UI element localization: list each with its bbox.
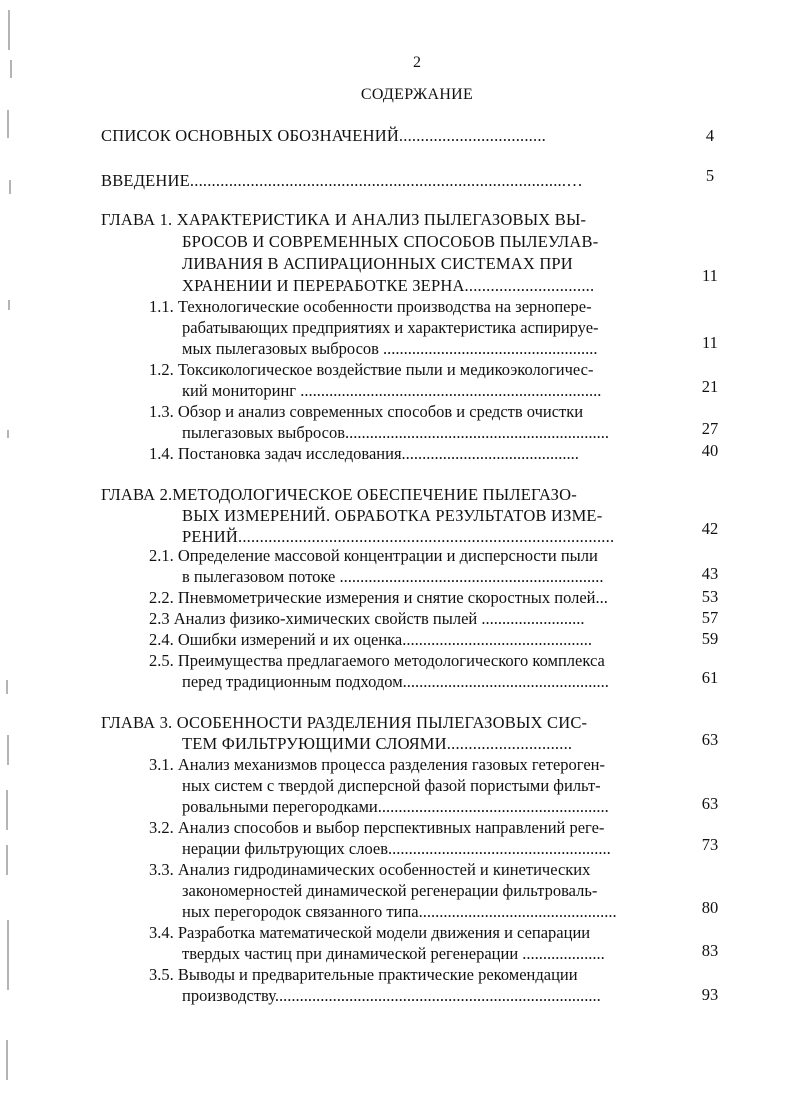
toc-page-number: 40 [701,441,719,460]
toc-entry-line: 2.3 Анализ физико-химических свойств пылей ......................... [149,609,585,628]
toc-page-number: 21 [701,377,719,396]
toc-entry-line: перед традиционным подходом.................................................. [182,672,609,691]
toc-entry-line: ГЛАВА 1. ХАРАКТЕРИСТИКА И АНАЛИЗ ПЫЛЕГАЗОВЫХ ВЫ- [101,210,587,229]
toc-entry-line: нерации фильтрующих слоев...................................................... [182,839,611,858]
toc-entry-line: 1.4. Постановка задач исследования........................................... [149,444,579,463]
toc-entry-line: 3.5. Выводы и предварительные практические рекомендации [149,965,578,984]
toc-page-number: 83 [701,941,719,960]
toc-entry-line: производству............................................................................... [182,986,601,1005]
toc-page-number: 42 [701,519,719,538]
toc-page-number: 53 [701,587,719,606]
toc-entry-line: ВВЕДЕНИЕ.......................................................................................… [101,171,583,190]
toc-entry-line: ВЫХ ИЗМЕРЕНИЙ. ОБРАБОТКА РЕЗУЛЬТАТОВ ИЗМЕ- [182,506,603,525]
toc-entry-line: 1.1. Технологические особенности производства на зернопере- [149,297,592,316]
toc-page-number: 11 [702,333,718,352]
toc-entry-line: 3.4. Разработка математической модели движения и сепарации [149,923,591,942]
toc-entry-line: 2.1. Определение массовой концентрации и дисперсности пыли [149,546,598,565]
toc-entry-line: 2.4. Ошибки измерений и их оценка.............................................. [149,630,592,649]
toc-page-number: 80 [701,898,719,917]
page-number: 2 [413,54,421,71]
toc-page-number: 93 [701,985,719,1004]
toc-page-number: 73 [701,835,719,854]
toc-entry-line: 1.3. Обзор и анализ современных способов и средств очистки [149,402,584,421]
toc-page-number: 5 [705,166,715,185]
toc-page-number: 11 [702,266,718,285]
toc-entry-line: 2.5. Преимущества предлагаемого методологического комплекса [149,651,605,670]
toc-entry-line: ных перегородок связанного типа................................................ [182,902,617,921]
toc-entry-line: 1.2. Токсикологическое воздействие пыли и медикоэкологичес- [149,360,594,379]
toc-page-number: 61 [701,668,719,687]
toc-entry-line: ных систем с твердой дисперсной фазой пористыми фильт- [182,776,601,795]
toc-entry-line: ЛИВАНИЯ В АСПИРАЦИОННЫХ СИСТЕМАХ ПРИ [182,254,573,273]
toc-entry-line: 3.3. Анализ гидродинамических особенностей и кинетических [149,860,591,879]
toc-entry-line: ГЛАВА 3. ОСОБЕННОСТИ РАЗДЕЛЕНИЯ ПЫЛЕГАЗОВЫХ СИС- [101,713,588,732]
toc-entry-line: кий мониторинг ......................................................................... [182,381,602,400]
toc-page-number: 4 [705,126,715,145]
toc-page-number: 59 [701,629,719,648]
toc-entry-line: пылегазовых выбросов................................................................ [182,423,610,442]
toc-entry-line: СПИСОК ОСНОВНЫХ ОБОЗНАЧЕНИЙ.................................. [101,126,546,145]
toc-entry-line: ГЛАВА 2.МЕТОДОЛОГИЧЕСКОЕ ОБЕСПЕЧЕНИЕ ПЫЛЕГАЗО- [101,485,577,504]
toc-page-number: 27 [701,419,719,438]
toc-entry-line: 3.1. Анализ механизмов процесса разделения газовых гетероген- [149,755,606,774]
toc-entry-line: 2.2. Пневмометрические измерения и снятие скоростных полей... [149,588,608,607]
toc-page-number: 63 [701,794,719,813]
toc-page-number: 57 [701,608,719,627]
toc-entry-line: закономерностей динамической регенерации фильтроваль- [182,881,598,900]
toc-entry-line: БРОСОВ И СОВРЕМЕННЫХ СПОСОБОВ ПЫЛЕУЛАВ- [182,232,599,251]
toc-entry-line: мых пылегазовых выбросов .................................................... [182,339,598,358]
toc-entry-line: ТЕМ ФИЛЬТРУЮЩИМИ СЛОЯМИ............................. [182,734,573,753]
toc-entry-line: РЕНИЙ....................................................................................... [182,527,615,546]
toc-entry-line: в пылегазовом потоке ................................................................ [182,567,604,586]
toc-entry-line: рабатывающих предприятиях и характеристика аспирируе- [182,318,599,337]
toc-entry-line: твердых частиц при динамической регенерации .................... [182,944,605,963]
toc-entry-line: ХРАНЕНИИ И ПЕРЕРАБОТКЕ ЗЕРНА.............................. [182,276,595,295]
page-title: СОДЕРЖАНИЕ [360,86,474,103]
toc-page-number: 63 [701,730,719,749]
toc-entry-line: 3.2. Анализ способов и выбор перспективных направлений реге- [149,818,605,837]
toc-page-number: 43 [701,564,719,583]
toc-entry-line: ровальными перегородками........................................................ [182,797,609,816]
scan-edge-marks [0,0,30,1100]
